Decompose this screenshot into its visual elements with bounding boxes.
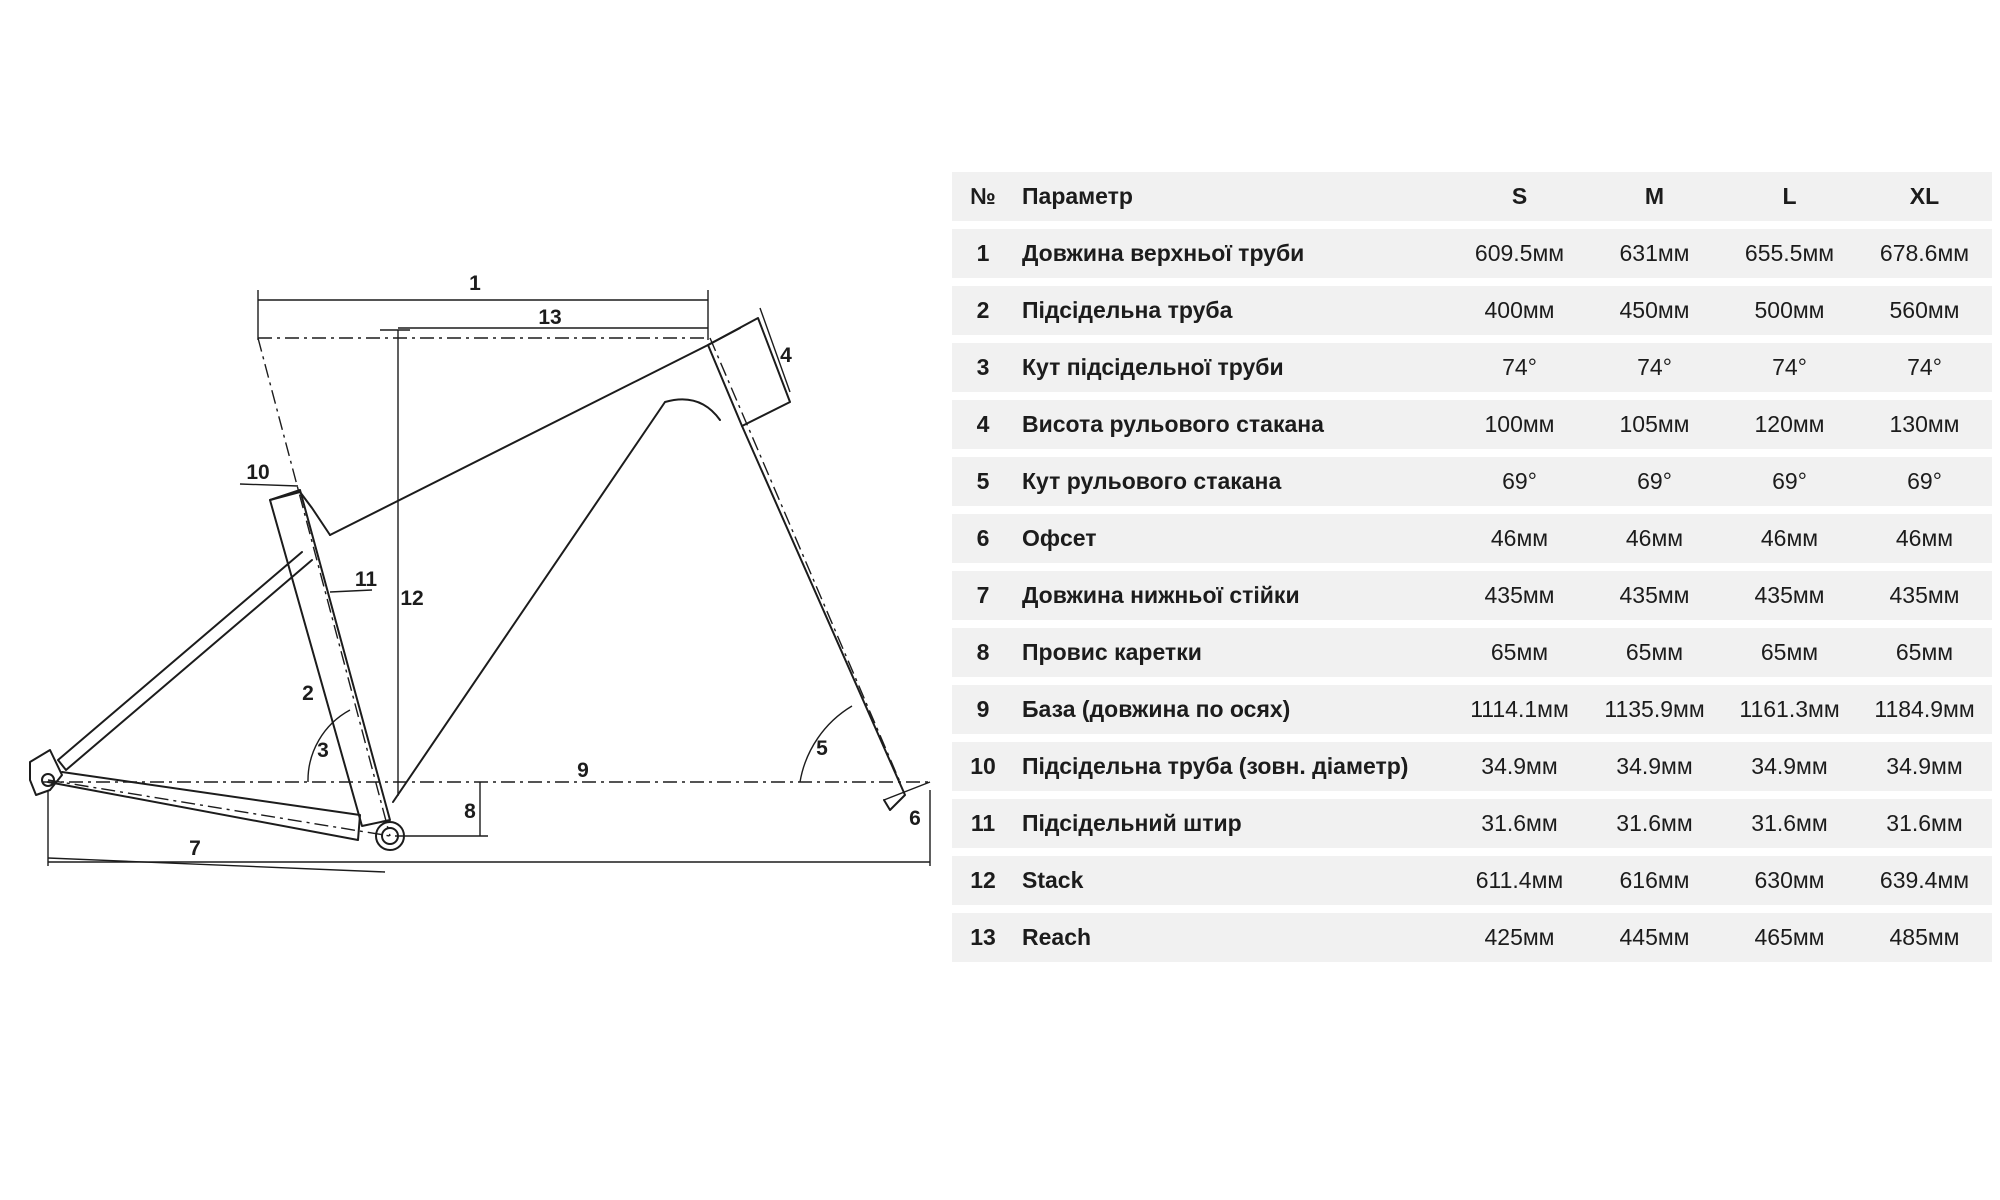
value-size-m: 65мм: [1625, 639, 1684, 665]
value-size-xl: 69°: [1907, 468, 1942, 494]
table-row: [952, 457, 1992, 506]
row-number: 6: [976, 525, 990, 551]
value-size-xl: 46мм: [1895, 525, 1954, 551]
value-size-s: 65мм: [1490, 639, 1549, 665]
value-size-m: 69°: [1637, 468, 1672, 494]
table-row: [952, 685, 1992, 734]
dim-7: [48, 858, 385, 872]
value-size-l: 120мм: [1754, 411, 1825, 437]
value-size-s: 74°: [1502, 354, 1537, 380]
row-number: 8: [976, 639, 990, 665]
row-number: 2: [976, 297, 990, 323]
value-size-l: 500мм: [1754, 297, 1825, 323]
value-size-s: 34.9мм: [1481, 753, 1558, 779]
row-parameter: Кут рульового стакана: [1022, 468, 1282, 494]
row-number: 1: [976, 240, 990, 266]
value-size-m: 74°: [1637, 354, 1672, 380]
label-3: 3: [317, 739, 329, 762]
value-size-m: 46мм: [1625, 525, 1684, 551]
label-6: 6: [909, 807, 921, 830]
dim-10-leader: [240, 484, 298, 486]
row-number: 9: [976, 696, 990, 722]
row-number: 5: [976, 468, 990, 494]
row-parameter: Висота рульового стакана: [1022, 411, 1324, 437]
value-size-l: 34.9мм: [1751, 753, 1828, 779]
row-number: 10: [970, 753, 996, 779]
value-size-xl: 31.6мм: [1886, 810, 1963, 836]
value-size-l: 630мм: [1754, 867, 1825, 893]
value-size-l: 1161.3мм: [1739, 696, 1840, 722]
row-parameter: Офсет: [1022, 525, 1097, 551]
value-size-xl: 639.4мм: [1879, 867, 1970, 893]
label-7: 7: [189, 837, 201, 860]
geometry-table: [952, 172, 1992, 970]
row-number: 12: [970, 867, 996, 893]
dropout: [30, 750, 62, 795]
table-row: [952, 799, 1992, 848]
row-parameter: Довжина верхньої труби: [1022, 240, 1305, 266]
row-parameter: Stack: [1022, 867, 1084, 893]
value-size-l: 65мм: [1760, 639, 1819, 665]
table-body: [952, 229, 1992, 962]
label-12: 12: [400, 587, 424, 610]
value-size-s: 611.4мм: [1475, 867, 1564, 893]
value-size-xl: 34.9мм: [1886, 753, 1963, 779]
row-parameter: Підсідельна труба (зовн. діаметр): [1022, 753, 1409, 779]
value-size-m: 616мм: [1619, 867, 1690, 893]
header-size-xl: XL: [1909, 183, 1940, 209]
seat-tube: [270, 490, 390, 826]
label-2: 2: [302, 682, 314, 705]
seat-stay: [58, 552, 312, 770]
headtube-centerline: [710, 338, 900, 782]
value-size-xl: 435мм: [1889, 582, 1960, 608]
value-size-xl: 485мм: [1889, 924, 1960, 950]
value-size-l: 69°: [1772, 468, 1807, 494]
value-size-m: 435мм: [1619, 582, 1690, 608]
header-parameter: Параметр: [1022, 183, 1133, 209]
value-size-xl: 1184.9мм: [1874, 696, 1975, 722]
row-parameter: База (довжина по осях): [1022, 696, 1291, 722]
value-size-l: 46мм: [1760, 525, 1819, 551]
value-size-m: 450мм: [1619, 297, 1690, 323]
label-11: 11: [354, 568, 378, 591]
table-header: [952, 172, 1992, 221]
label-4: 4: [780, 344, 792, 367]
row-parameter: Довжина нижньої стійки: [1022, 582, 1300, 608]
label-10: 10: [246, 461, 270, 484]
value-size-m: 445мм: [1619, 924, 1690, 950]
row-number: 4: [976, 411, 990, 437]
row-parameter: Reach: [1022, 924, 1092, 950]
table-row: [952, 514, 1992, 563]
value-size-m: 631мм: [1619, 240, 1690, 266]
header-size-m: M: [1644, 183, 1665, 209]
value-size-s: 1114.1мм: [1470, 696, 1569, 722]
value-size-xl: 65мм: [1895, 639, 1954, 665]
arc-3: [308, 710, 350, 782]
row-number: 13: [970, 924, 996, 950]
frame-drawing: [0, 0, 960, 1200]
label-1: 1: [469, 272, 481, 295]
row-parameter: Провис каретки: [1022, 639, 1202, 665]
value-size-xl: 130мм: [1889, 411, 1960, 437]
value-size-m: 105мм: [1619, 411, 1690, 437]
value-size-l: 74°: [1772, 354, 1807, 380]
value-size-s: 31.6мм: [1481, 810, 1558, 836]
chainstay-centerline: [48, 780, 390, 836]
value-size-m: 34.9мм: [1616, 753, 1693, 779]
dim-6: [884, 782, 930, 800]
table-row: [952, 400, 1992, 449]
value-size-l: 655.5мм: [1744, 240, 1835, 266]
value-size-m: 31.6мм: [1616, 810, 1693, 836]
table-row: [952, 628, 1992, 677]
value-size-m: 1135.9мм: [1604, 696, 1705, 722]
header-size-s: S: [1511, 183, 1528, 209]
value-size-xl: 74°: [1907, 354, 1942, 380]
header-number: №: [970, 183, 996, 209]
label-5: 5: [816, 737, 828, 760]
value-size-l: 435мм: [1754, 582, 1825, 608]
value-size-s: 69°: [1502, 468, 1537, 494]
value-size-l: 31.6мм: [1751, 810, 1828, 836]
row-parameter: Підсідельна труба: [1022, 297, 1233, 323]
row-parameter: Підсідельний штир: [1022, 810, 1242, 836]
table-row: [952, 856, 1992, 905]
label-8: 8: [464, 800, 476, 823]
value-size-s: 400мм: [1484, 297, 1555, 323]
table-row: [952, 229, 1992, 278]
table-row: [952, 286, 1992, 335]
value-size-s: 425мм: [1484, 924, 1555, 950]
value-size-s: 46мм: [1490, 525, 1549, 551]
label-13: 13: [538, 306, 562, 329]
bike-geometry-diagram: [0, 0, 960, 1200]
row-parameter: Кут підсідельної труби: [1022, 354, 1284, 380]
value-size-s: 435мм: [1484, 582, 1555, 608]
value-size-l: 465мм: [1754, 924, 1825, 950]
table-row: [952, 571, 1992, 620]
row-number: 3: [976, 354, 990, 380]
table-row: [952, 913, 1992, 962]
row-number: 11: [970, 810, 996, 836]
top-tube: [330, 328, 740, 535]
value-size-s: 100мм: [1484, 411, 1555, 437]
head-tube: [708, 318, 790, 426]
down-tube: [393, 399, 720, 802]
header-size-l: L: [1782, 183, 1797, 209]
value-size-xl: 678.6мм: [1879, 240, 1970, 266]
label-9: 9: [577, 759, 589, 782]
value-size-xl: 560мм: [1889, 297, 1960, 323]
table-row: [952, 742, 1992, 791]
table-row: [952, 343, 1992, 392]
value-size-s: 609.5мм: [1474, 240, 1565, 266]
row-number: 7: [976, 582, 990, 608]
